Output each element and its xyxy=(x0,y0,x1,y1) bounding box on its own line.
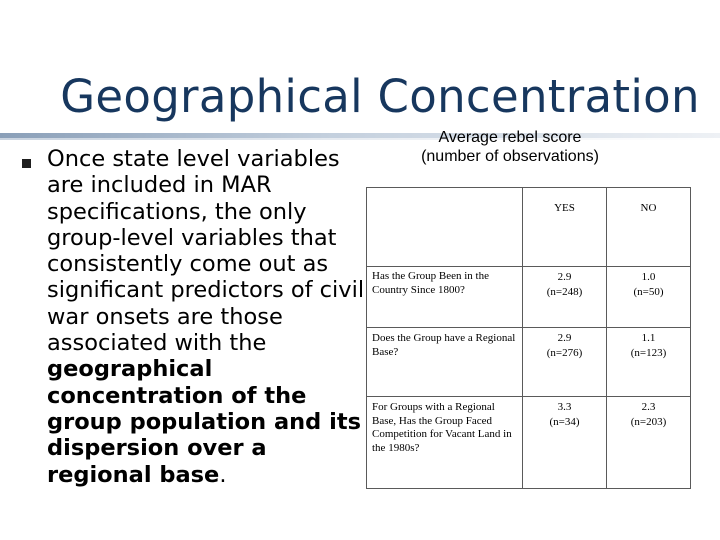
bullet-text-end: . xyxy=(219,461,227,488)
row-label: Does the Group have a Regional Base? xyxy=(367,328,523,397)
no-count: (n=203) xyxy=(630,416,667,428)
yes-count: (n=248) xyxy=(546,286,583,298)
header-yes: YES xyxy=(523,188,607,267)
yes-cell xyxy=(523,328,607,397)
no-cell xyxy=(607,267,691,328)
header-empty-cell xyxy=(367,188,523,267)
row-label: For Groups with a Regional Base, Has the Group Faced Competition for Vacant Land in the 1980s? xyxy=(367,397,523,489)
slide-title: Geographical Concentration xyxy=(60,70,700,123)
row-label: Has the Group Been in the Country Since 1800? xyxy=(367,267,523,328)
no-count: (n=123) xyxy=(630,347,667,359)
bullet-text-regular: Once state level variables are included in MAR specifications, the only group-level variables that consistently come out as significant predictors of civil war onsets are those associated with the xyxy=(47,146,365,357)
table-row xyxy=(367,328,691,397)
yes-score: 2.9 xyxy=(557,332,572,344)
no-cell xyxy=(607,397,691,489)
no-cell xyxy=(607,328,691,397)
table-row xyxy=(367,397,691,489)
table-header-row xyxy=(367,188,691,267)
no-score: 1.0 xyxy=(641,271,656,283)
table-caption xyxy=(400,128,620,166)
bullet-text xyxy=(47,146,377,488)
bullet-square-icon xyxy=(22,159,31,168)
no-count: (n=50) xyxy=(633,286,664,298)
yes-count: (n=34) xyxy=(549,416,580,428)
header-no: NO xyxy=(607,188,691,267)
bullet-text-bold: geographical concentration of the group population and its dispersion over a regional base xyxy=(47,356,361,488)
table-row xyxy=(367,267,691,328)
no-score: 2.3 xyxy=(641,401,656,413)
no-score: 1.1 xyxy=(641,332,656,344)
yes-score: 2.9 xyxy=(557,271,572,283)
caption-line-1: Average rebel score xyxy=(438,129,582,146)
yes-cell xyxy=(523,267,607,328)
yes-score: 3.3 xyxy=(557,401,572,413)
yes-cell xyxy=(523,397,607,489)
yes-count: (n=276) xyxy=(546,347,583,359)
rebel-score-table xyxy=(366,187,691,489)
caption-line-2: (number of observations) xyxy=(421,148,599,165)
